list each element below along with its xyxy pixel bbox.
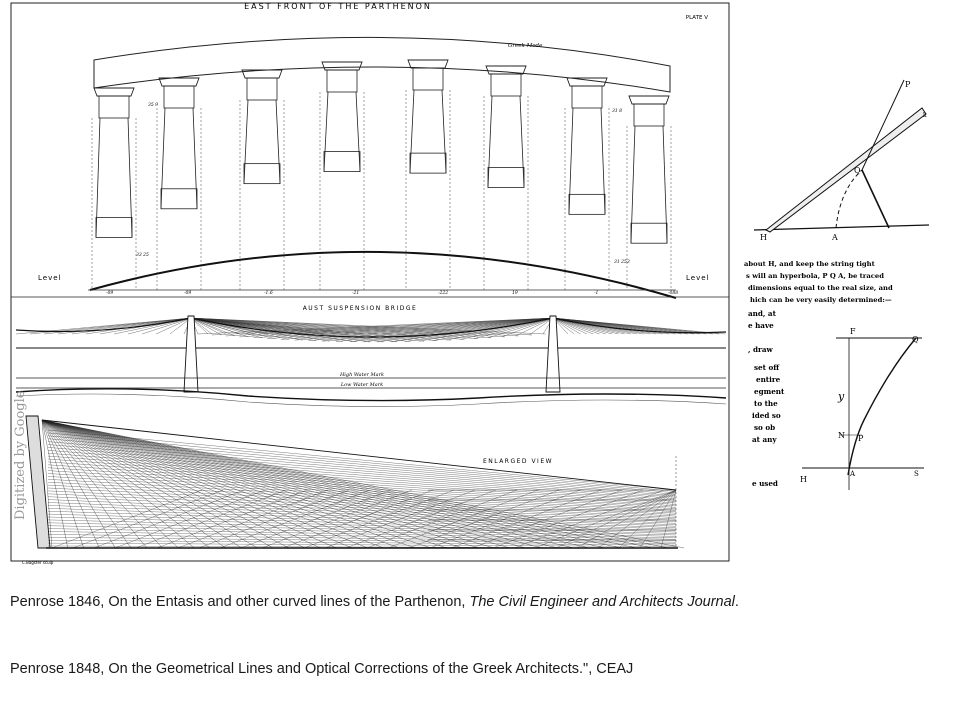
enlarged-stay [48,459,676,505]
book-line: and, at [748,309,776,318]
fig1-label-k: k [923,112,927,119]
column [627,96,671,290]
greek-mode-note: Greek Mode [508,43,543,49]
enlarged-stay [42,420,494,548]
enlarged-view-title: ENLARGED VIEW [482,458,554,465]
book-line: entire [756,375,781,384]
enlarged-stay [42,420,431,548]
fig2-label-y: y [838,390,845,403]
enlarged-stay [42,420,573,548]
fig2-label-s: S [914,470,919,478]
citation-1846-suffix: . [734,594,739,610]
book-excerpt [744,70,954,510]
enlarged-stay [42,420,400,548]
aust-suspension-bridge [14,314,726,407]
book-line: dimensions equal to the real size, and [748,284,893,292]
cable-stay [191,318,338,334]
enlarged-stay [48,494,676,522]
bridge-tower [546,316,560,392]
dimension-label: -1.6 [264,291,273,296]
enlarged-stay [42,420,463,548]
google-watermark: Digitized by Google [13,390,28,520]
enlarged-stay [42,420,558,548]
fig1-label-p: P [905,80,911,89]
citation-1846 [10,594,739,610]
enlarged-stay [42,420,352,548]
book-line: , draw [748,345,773,354]
enlarged-stay [48,508,676,529]
book-line: egment [754,387,785,396]
enlarged-stay [42,420,415,548]
dimension-label: -21 [352,291,360,296]
column-marks [136,102,630,265]
dimension-label: -222 [438,291,449,296]
hyperbola-figure-2 [800,327,924,490]
book-line: to the [754,399,778,408]
fig1-label-q: Q [854,166,861,175]
book-line: hich can be very easily determined:— [750,296,892,304]
level-label-right: Level [686,274,710,282]
column [565,78,609,290]
enlarged-stay [48,505,676,527]
fig2-label-h: H [800,475,807,484]
book-text [744,260,893,488]
high-water-mark: High Water Mark [339,372,385,378]
enlarged-view [26,416,684,548]
book-line: so ob [754,423,776,432]
column-mark: 31 8 [612,109,623,114]
column [92,88,136,290]
enlarged-stay [535,490,676,548]
enlarged-stay [48,430,676,490]
citation-1846-text: Penrose 1846, On the Entasis and other curved lines of the Parthenon, [10,594,470,610]
low-water-mark: Low Water Mark [340,382,384,388]
enlarged-stay [48,543,676,546]
enlarged-stay [42,420,510,548]
book-line: e have [748,321,774,330]
parthenon-plate [8,0,732,566]
column-mark: 33 25 [136,253,149,258]
fig2-label-p: P [858,434,864,443]
enlarged-stay [42,420,273,548]
main-cable [16,318,726,337]
enlarged-stay [48,445,676,498]
fig2-label-n: N [838,431,845,440]
book-line: at any [752,435,777,444]
column-mark: 31 253 [614,260,630,265]
enlarged-stay [48,453,676,501]
book-line: about H, and keep the string tight [744,260,875,268]
dimension-label: 19 [512,291,518,296]
enlarged-stay [42,420,257,548]
book-figures [744,70,954,510]
fig2-label-f: F [850,327,856,336]
enlarged-stay [42,420,526,548]
fig1-label-h: H [760,233,767,242]
dimension-label: -09 [184,291,192,296]
book-line: ided so [752,411,781,420]
cable-stay [322,318,553,341]
column [157,78,201,290]
enlarged-stay [48,468,676,509]
book-line: s will an hyperbola, P Q A, be traced [746,272,884,280]
enlarged-stay [42,420,479,548]
enlarged-tower [26,416,50,548]
dimension-label: -09 [106,291,114,296]
hyperbola-figure-1 [754,80,929,242]
column [484,66,528,290]
stylobate-curve [90,252,679,298]
dimension-label: -1 [594,291,599,296]
book-line: e used [752,479,778,488]
book-line: set off [754,363,780,372]
colonnade [92,60,671,290]
plate-drawing [8,0,732,566]
enlarged-stay [48,482,676,516]
river-bed [16,389,726,401]
level-label-left: Level [38,274,62,282]
column [320,62,364,290]
citation-1846-journal: The Civil Engineer and Architects Journal [469,594,735,610]
fig2-label-q: Q [912,335,919,344]
entablature [94,37,670,92]
plate-title: EAST FRONT OF THE PARTHENON [244,2,432,11]
citation-1848: Penrose 1848, On the Geometrical Lines and Optical Corrections of the Greek Architects.", CEAJ [10,661,634,677]
fig1-label-a: A [832,233,838,242]
enlarged-stay [42,420,684,548]
enlarged-stay [42,420,447,548]
plate-number: PLATE V [685,15,708,21]
engraver-credit: C.Bagster sculp [22,560,54,565]
enlarged-stay [42,420,668,548]
enlarged-stay [42,420,589,548]
column-mark: 35 9 [148,103,159,108]
bridge-tower [184,316,198,392]
bridge-title: AUST SUSPENSION BRIDGE [302,305,418,312]
dimension-label: -088 [668,291,679,296]
fig2-label-a: A [850,470,856,478]
dimension-labels [106,290,678,296]
